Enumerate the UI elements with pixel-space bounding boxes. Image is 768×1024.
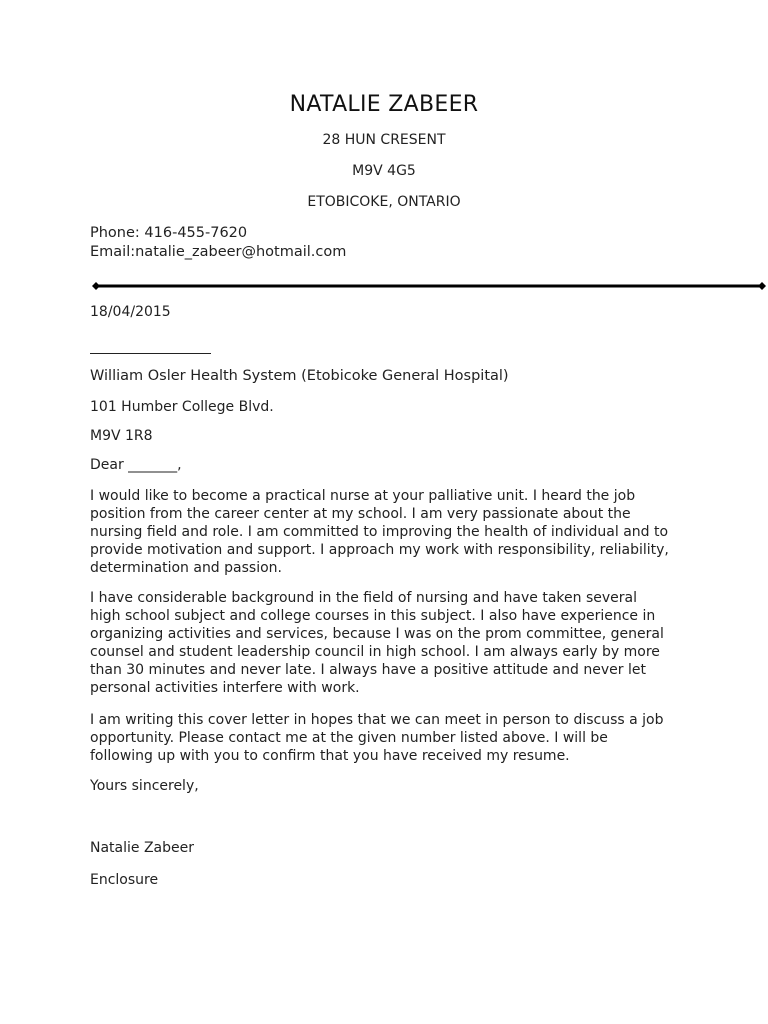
body-paragraph-1: I would like to become a practical nurse at your palliative unit. I heard the job position from the career center at my school. I am very passionate about the nursing field and role. I am committed to improving the health of individual and to provide motivation and support. I approach my work with responsibility, reliability, determination and passion. — [90, 488, 669, 576]
recipient-postal-code: M9V 1R8 — [90, 428, 153, 444]
closing: Yours sincerely, — [90, 778, 199, 794]
recipient-name-blank — [90, 353, 211, 354]
salutation: Dear _______, — [90, 457, 182, 473]
signature-name: Natalie Zabeer — [90, 840, 195, 856]
divider-left-diamond — [92, 282, 100, 290]
body-paragraph-3: I am writing this cover letter in hopes that we can meet in person to discuss a job opportunity. Please contact me at the given number listed above. I will be following up with you to confirm that you have received my resume. — [90, 712, 664, 764]
header-divider — [92, 282, 766, 290]
enclosure-note: Enclosure — [90, 872, 159, 888]
sender-name: NATALIE ZABEER — [289, 92, 479, 117]
sender-street: 28 HUN CRESENT — [322, 132, 446, 148]
body-paragraph-2: I have considerable background in the field of nursing and have taken several high school subject and college courses in this subject. I also have experience in organizing activities and services, because I was on the prom committee, general counsel and student leadership council in high school. I am always early by more than 30 minutes and never late. I always have a positive attitude and never let personal activities interfere with work. — [90, 590, 664, 696]
recipient-address: 101 Humber College Blvd. — [90, 399, 274, 415]
sender-postal-code: M9V 4G5 — [352, 163, 416, 179]
sender-phone: Phone: 416-455-7620 — [90, 225, 248, 241]
divider-right-diamond — [758, 282, 766, 290]
letter-date: 18/04/2015 — [90, 304, 171, 320]
sender-email: Email:natalie_zabeer@hotmail.com — [90, 244, 347, 260]
recipient-organization: William Osler Health System (Etobicoke General Hospital) — [90, 368, 509, 384]
sender-city: ETOBICOKE, ONTARIO — [307, 194, 461, 210]
